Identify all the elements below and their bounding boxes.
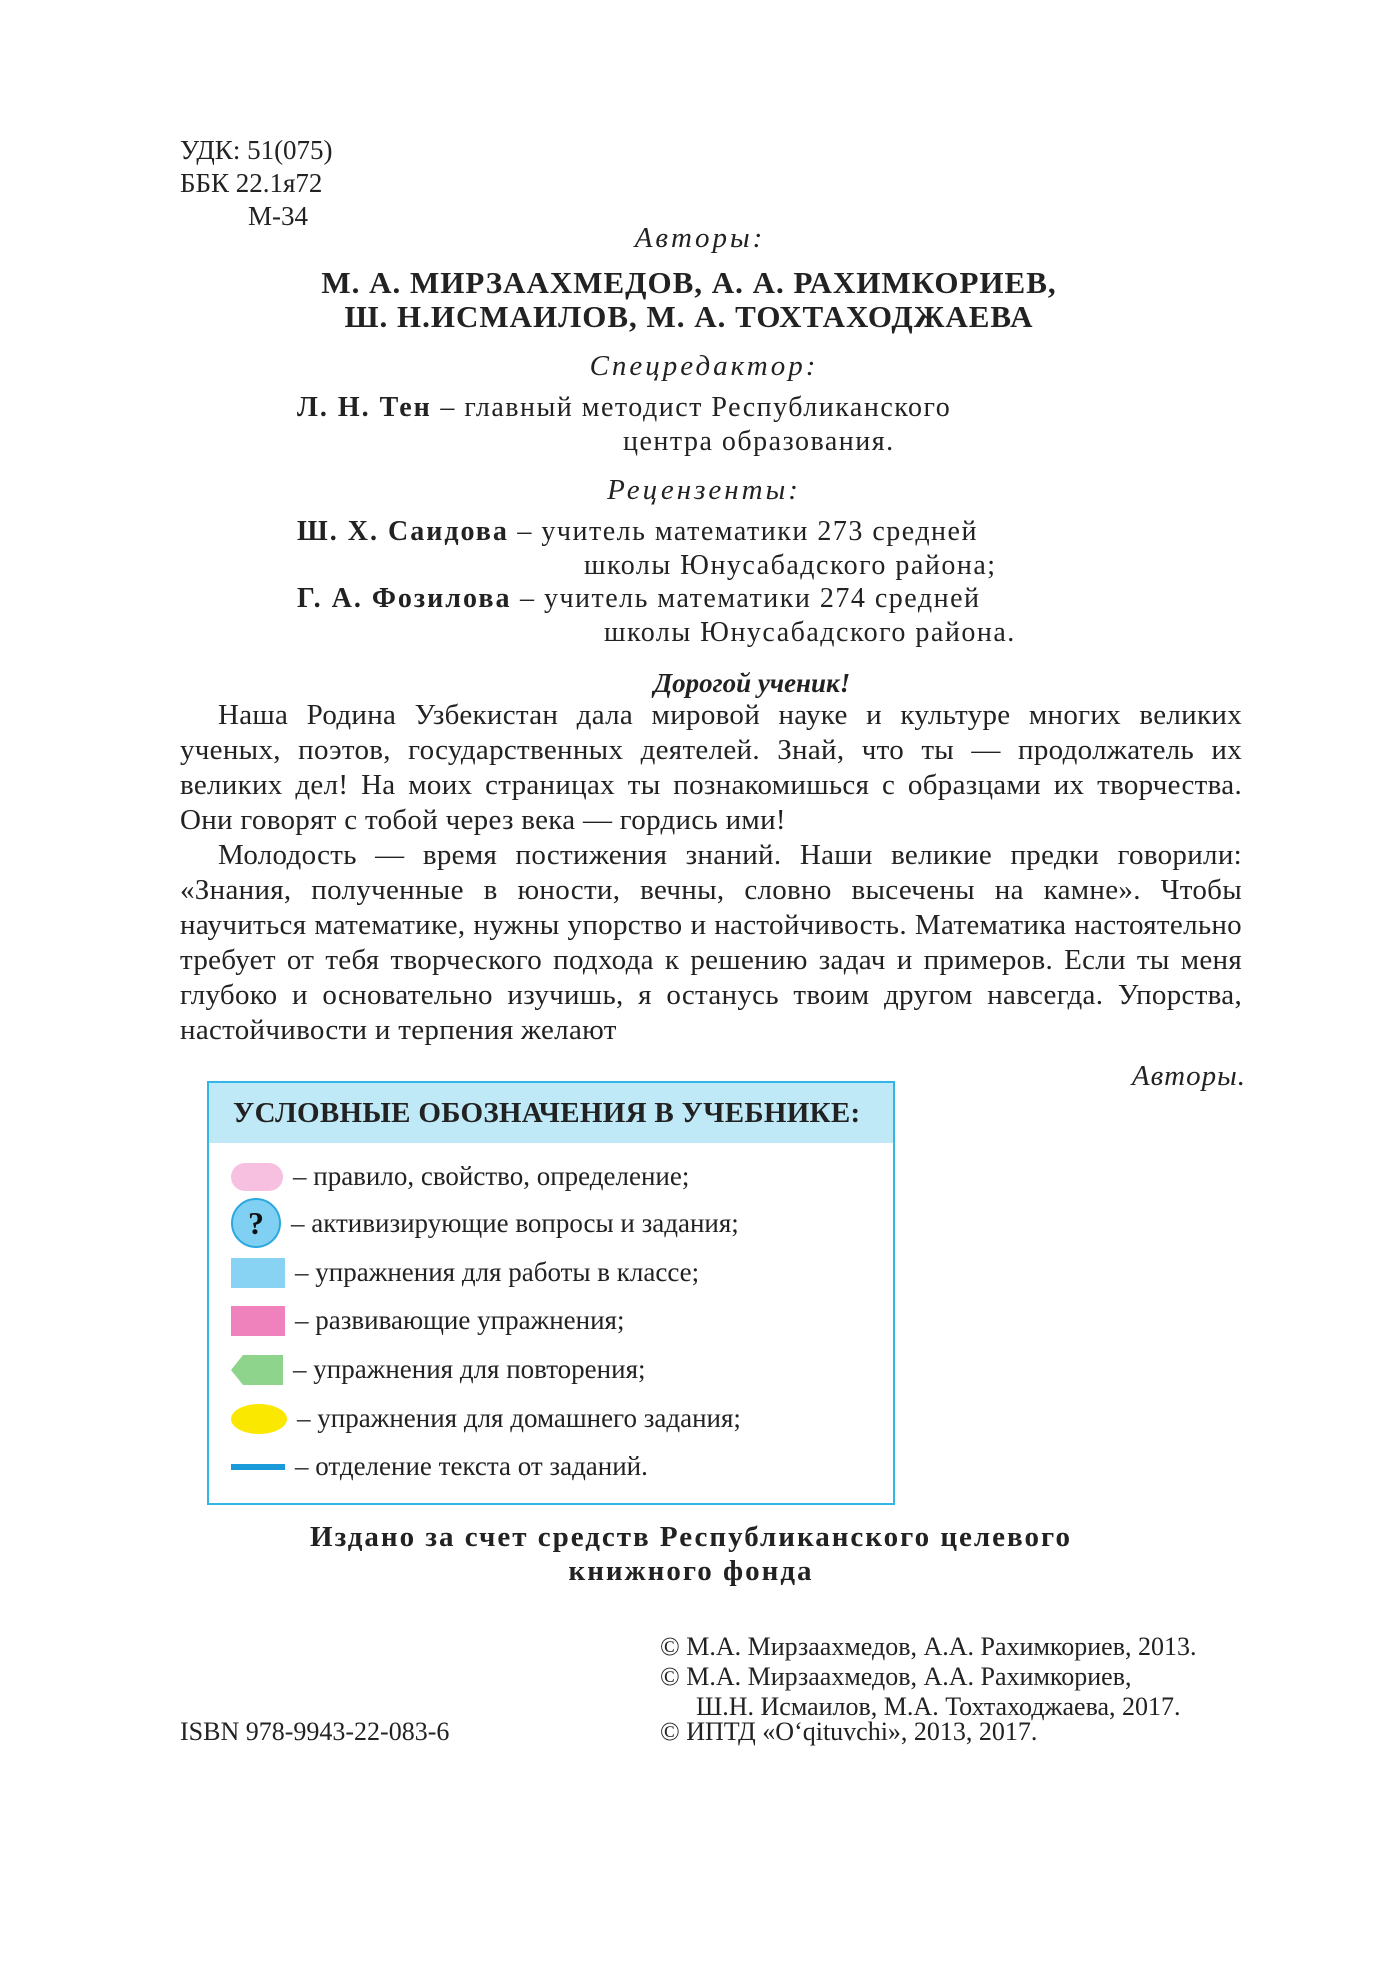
legend-box: [207, 1081, 895, 1505]
legend-item-label: – развивающие упражнения;: [295, 1305, 625, 1335]
blue-line-swatch-icon: [231, 1464, 285, 1470]
reviewers-heading: Рецензенты:: [607, 474, 801, 506]
reviewer-1: [297, 516, 978, 548]
legend-item-label: – упражнения для работы в классе;: [295, 1257, 700, 1287]
classification-block: [180, 134, 333, 233]
blue-rect-swatch-icon: [231, 1258, 285, 1288]
signature: Авторы.: [1131, 1060, 1246, 1092]
address-text: [180, 698, 1242, 1048]
greeting: Дорогой ученик!: [653, 668, 851, 698]
question-circle-icon: ?: [231, 1198, 281, 1248]
reviewer-2-role: – учитель математики 274 средней: [511, 583, 981, 614]
funding-line-2: книжного фонда: [568, 1555, 814, 1587]
legend-item-label: – упражнения для повторения;: [293, 1354, 646, 1384]
reviewer-1-name: Ш. Х. Саидова: [297, 516, 509, 547]
editor-role-cont: центра образования.: [623, 426, 895, 457]
reviewer-2-name: Г. А. Фозилова: [297, 583, 512, 614]
authors-heading: Авторы:: [634, 222, 766, 254]
legend-item-separator: [231, 1451, 648, 1482]
magenta-rect-swatch-icon: [231, 1306, 285, 1336]
copyright-line-4: © ИПТД «O‘qituvchi», 2013, 2017.: [660, 1717, 1038, 1746]
legend-item-label: – правило, свойство, определение;: [293, 1161, 690, 1191]
legend-item-class: [231, 1257, 699, 1288]
legend-item-home: [231, 1403, 741, 1434]
reviewer-2: [297, 583, 981, 615]
bbk-code: ББК 22.1я72: [180, 168, 323, 198]
author-mark: М-34: [248, 201, 308, 231]
address-paragraph-2: Молодость — время постижения знаний. Наши великие предки говорили: «Знания, полученные в юности, вечны, словно высечены на камне». Чтобы научиться математике, нужны упорство и настойчивость. Математика настоятельно требует от тебя творческого подхода к решению задач и примеров. Если ты меня глубоко и основательно изучишь, я останусь твоим другом навсегда. Упорства, настойчивости и терпения желают: [180, 839, 1242, 1046]
authors-line-2: Ш. Н.ИСМАИЛОВ, М. А. ТОХТАХОДЖАЕВА: [344, 299, 1034, 334]
editor-entry: [297, 392, 951, 424]
legend-item-developing: [231, 1305, 624, 1336]
authors-line-1: М. А. МИРЗААХМЕДОВ, А. А. РАХИМКОРИЕВ,: [321, 265, 1057, 300]
legend-item-repeat: [231, 1354, 646, 1385]
editor-heading: Спецредактор:: [589, 350, 819, 382]
editor-role: – главный методист Республиканского: [431, 392, 952, 423]
funding-line-1: Издано за счет средств Республиканского целевого: [310, 1521, 1072, 1553]
legend-title: УСЛОВНЫЕ ОБОЗНАЧЕНИЯ В УЧЕБНИКЕ:: [209, 1083, 893, 1143]
legend-item-label: – активизирующие вопросы и задания;: [291, 1207, 739, 1238]
editor-name: Л. Н. Тен: [297, 392, 432, 423]
address-paragraph-1: Наша Родина Узбекистан дала мировой науке и культуре многих великих ученых, поэтов, государственных деятелей. Знай, что ты — продолжатель их великих дел! На моих страницах ты познакомишься с образцами их творчества. Они говорят с тобой через века — гордись ими!: [180, 699, 1242, 836]
copyright-line-3: Ш.Н. Исмаилов, М.А. Тохтаходжаева, 2017.: [696, 1692, 1181, 1721]
legend-item-label: – отделение текста от заданий.: [295, 1451, 648, 1481]
yellow-oval-swatch-icon: [231, 1404, 287, 1434]
legend-item-questions: [231, 1198, 739, 1248]
copyright-line-1: © М.А. Мирзаахмедов, А.А. Рахимкориев, 2013.: [660, 1632, 1197, 1661]
isbn: ISBN 978-9943-22-083-6: [180, 1717, 450, 1746]
reviewer-1-role-cont: школы Юнусабадского района;: [584, 550, 997, 581]
udk-code: УДК: 51(075): [180, 135, 333, 165]
legend-item-label: – упражнения для домашнего задания;: [297, 1403, 741, 1433]
reviewer-2-role-cont: школы Юнусабадского района.: [604, 617, 1016, 648]
legend-item-rule: [231, 1161, 689, 1192]
pink-rounded-swatch-icon: [231, 1163, 283, 1191]
copyright-line-2: © М.А. Мирзаахмедов, А.А. Рахимкориев,: [660, 1662, 1132, 1691]
reviewer-1-role: – учитель математики 273 средней: [508, 516, 978, 547]
green-tag-swatch-icon: [231, 1355, 283, 1385]
